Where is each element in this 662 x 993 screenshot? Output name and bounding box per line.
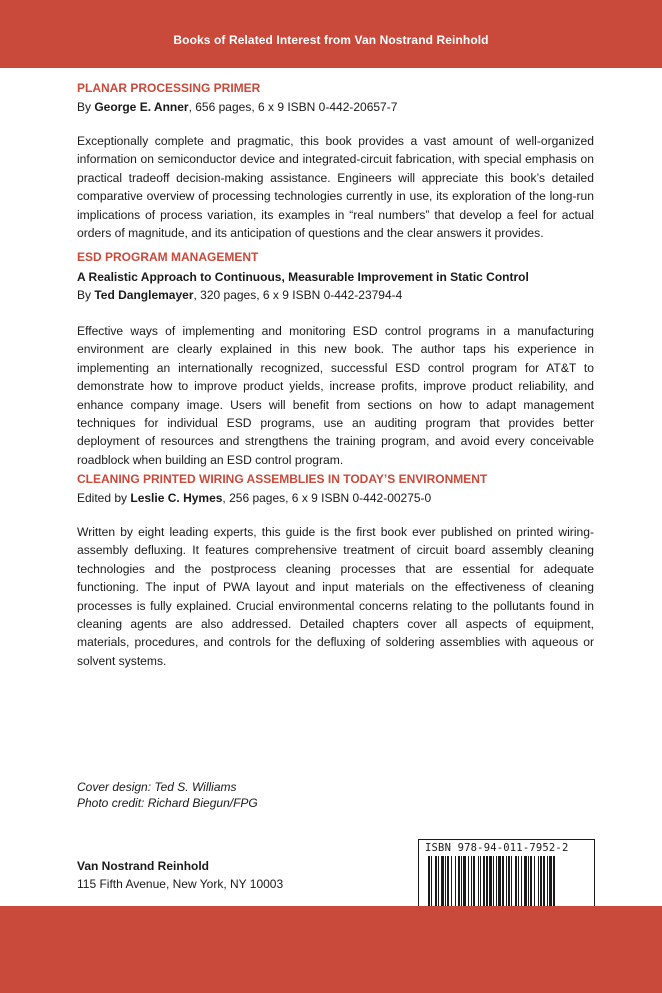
publisher-name: Van Nostrand Reinhold	[77, 859, 210, 873]
book-title: ESD PROGRAM MANAGEMENT	[77, 250, 259, 264]
by-prefix: Edited by	[77, 491, 131, 505]
publisher-address: 115 Fifth Avenue, New York, NY 10003	[77, 877, 284, 891]
book-author: Leslie C. Hymes	[130, 491, 223, 505]
header-band	[0, 0, 662, 68]
publisher-block	[77, 857, 283, 893]
header-title: Books of Related Interest from Van Nostrand Reinhold	[173, 33, 489, 47]
book-meta	[77, 286, 402, 304]
book-subtitle: A Realistic Approach to Continuous, Measurable Improvement in Static Control	[77, 270, 529, 284]
book-description: Exceptionally complete and pragmatic, this book provides a vast amount of well-organized information on semiconductor device and integrated-circuit fabrication, with special emphasis on practical tradeoff decision-making assistance. Engineers will appreciate this book’s detailed comparative overview of processing technologies currently in use, its exploration of the long-run implications of process variation, its examples in “real numbers” that develop a feel for actual orders of magnitude, and its anticipation of questions and the clear answers it provides.	[77, 134, 594, 241]
footer-band	[0, 906, 662, 993]
book-meta	[77, 98, 397, 116]
book-title: PLANAR PROCESSING PRIMER	[77, 81, 261, 95]
book-description: Written by eight leading experts, this guide is the first book ever published on printed wiring-assembly defluxing. It features comprehensive treatment of circuit board assembly cleaning technologies and the postprocess cleaning processes that are essential for adequate functioning. The input of PWA layout and input materials on the effectiveness of cleaning processes is fully explained. Crucial environmental concerns relating to the pollutants found in cleaning agents are also addressed. Detailed chapters cover all aspects of equipment, materials, procedures, and controls for the defluxing of soldering assemblies with aqueous or solvent systems.	[77, 525, 594, 668]
photo-credit: Photo credit: Richard Biegun/FPG	[77, 796, 258, 810]
book-author: Ted Danglemayer	[94, 288, 194, 302]
book-details: , 656 pages, 6 x 9 ISBN 0-442-20657-7	[188, 100, 398, 114]
credits	[77, 779, 258, 811]
book-description: Effective ways of implementing and monitoring ESD control programs in a manufacturing environment are clearly explained in this new book. The author taps his experience in implementing an internationally recognized, successful ESD control program for AT&T to demonstrate how to improve product yields, increase profits, improve product reliability, and enhance company image. Users will benefit from sections on how to adapt management techniques for individual ESD programs, use an auditing program that provides better deployment of resources and strengthens the training program, and avoid every conceivable roadblock when building an ESD control program.	[77, 324, 594, 467]
book-title: CLEANING PRINTED WIRING ASSEMBLIES IN TODAY’S ENVIRONMENT	[77, 472, 488, 486]
book-meta	[77, 489, 431, 507]
book-details: , 256 pages, 6 x 9 ISBN 0-442-00275-0	[222, 491, 432, 505]
book-author: George E. Anner	[94, 100, 189, 114]
by-prefix: By	[77, 100, 95, 114]
barcode-isbn: ISBN 978-94-011-7952-2	[425, 842, 569, 854]
cover-design-credit: Cover design: Ted S. Williams	[77, 780, 237, 794]
book-details: , 320 pages, 6 x 9 ISBN 0-442-23794-4	[193, 288, 403, 302]
by-prefix: By	[77, 288, 95, 302]
